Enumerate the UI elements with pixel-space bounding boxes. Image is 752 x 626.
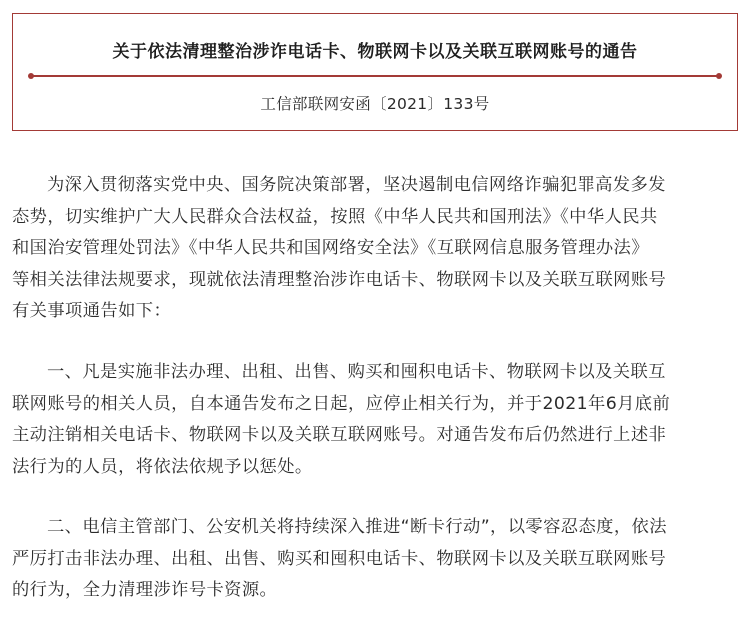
paragraph-line: 二、电信主管部门、公安机关将持续深入推进“断卡行动”，以零容忍态度，依法 [47, 517, 667, 537]
intro-paragraph [12, 170, 740, 328]
paragraph-line: 联网账号的相关人员，自本通告发布之日起，应停止相关行为，并于2021年6月底前 [12, 393, 671, 414]
paragraph-line: 为深入贯彻落实党中央、国务院决策部署，坚决遏制电信网络诈骗犯罪高发多发 [47, 175, 666, 195]
clause-two-paragraph [12, 512, 740, 607]
paragraph-line: 和国治安管理处罚法》《中华人民共和国网络安全法》《互联网信息服务管理办法》 [12, 238, 649, 258]
paragraph-line: 有关事项通告如下： [12, 301, 172, 321]
divider-left-dot [28, 73, 34, 79]
paragraph-line: 法行为的人员，将依法依规予以惩处。 [12, 456, 313, 477]
paragraph-line: 一、凡是实施非法办理、出租、出售、购买和囤积电话卡、物联网卡以及关联互 [47, 362, 666, 382]
paragraph-line: 严厉打击非法办理、出租、出售、购买和囤积电话卡、物联网卡以及关联互联网账号 [12, 548, 667, 569]
notice-title: 关于依法清理整治涉诈电话卡、物联网卡以及关联互联网账号的通告 [112, 42, 638, 62]
notice-header-box [12, 13, 738, 131]
paragraph-line: 态势，切实维护广大人民群众合法权益，按照《中华人民共和国刑法》《中华人民共 [12, 206, 658, 227]
paragraph-line: 的行为，全力清理涉诈号卡资源。 [12, 580, 278, 600]
document-number: 工信部联网安函〔2021〕133号 [260, 95, 490, 113]
paragraph-line: 主动注销相关电话卡、物联网卡以及关联互联网账号。对通告发布后仍然进行上述非 [12, 425, 667, 445]
header-divider [30, 75, 720, 77]
divider-right-dot [716, 73, 722, 79]
paragraph-line: 等相关法律法规要求，现就依法清理整治涉诈电话卡、物联网卡以及关联互联网账号 [12, 269, 667, 290]
clause-one-paragraph [12, 357, 740, 483]
